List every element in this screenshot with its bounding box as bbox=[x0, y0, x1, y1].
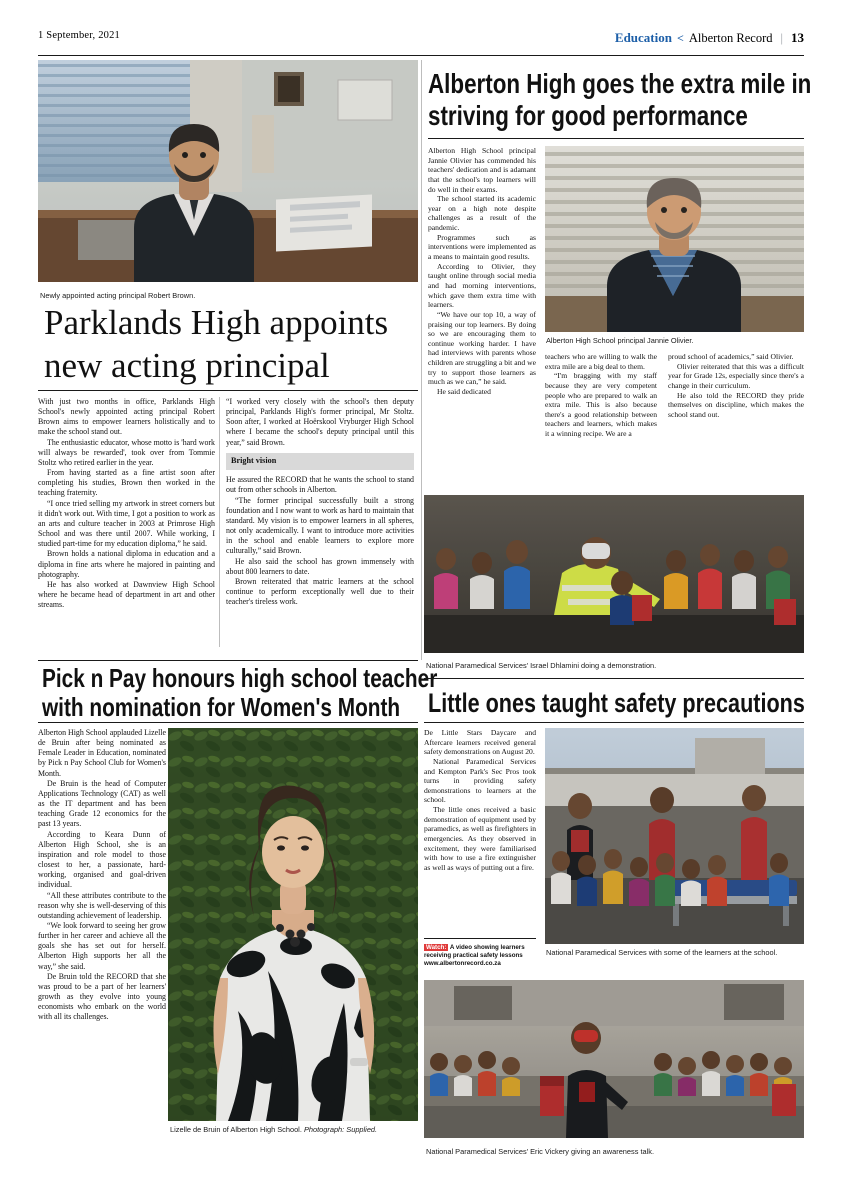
column-divider-parklands bbox=[219, 397, 220, 647]
paragraph: De Bruin is the head of Computer Applications Technology (CAT) as well as the IT department and has been teaching Grade 12 economics for the past 13 years. bbox=[38, 778, 166, 829]
photo-art-demo bbox=[424, 495, 804, 653]
paragraph: “The former principal successfully built a strong foundation and I now want to work as hard to maintain that standard. My vision is to empower learners in all spheres, not only academically. I want to introduce more activities in the school and enable learners to explore more culturally,” said Brown. bbox=[226, 495, 414, 556]
paragraph: Olivier reiterated that this was a difficult year for Grade 12s, especially since there's a change in their curriculum. bbox=[668, 361, 804, 390]
watch-url[interactable]: www.albertonrecord.co.za bbox=[424, 960, 501, 968]
headline-parklands-line1: Parklands High appoints bbox=[44, 303, 389, 342]
masthead-right bbox=[615, 30, 804, 46]
headline-alberton-high-line2: striving for good performance bbox=[428, 100, 748, 131]
subheading-bright-vision: Bright vision bbox=[226, 453, 414, 471]
paragraph: Alberton High School principal Jannie Olivier has commended his teachers' dedication and is adamant that the school's top learners will do well in their exams. bbox=[428, 146, 536, 194]
photo-lizelle-de-bruin bbox=[168, 728, 418, 1121]
paragraph: The school started its academic year on a high note despite challenges as a result of the pandemic. bbox=[428, 194, 536, 233]
headline-pick-n-pay-line2: with nomination for Women's Month bbox=[42, 692, 401, 722]
pick-n-pay-column-1 bbox=[38, 728, 166, 1023]
paragraph: proud school of academics,” said Olivier. bbox=[668, 352, 794, 361]
caption-paramedics-with-learners: National Paramedical Services with some of the learners at the school. bbox=[546, 948, 778, 957]
paragraph: “All these attributes contribute to the reason why she is well-deserving of this outstanding achievement of leadership. bbox=[38, 890, 166, 920]
photo-paramedics-with-learners bbox=[545, 728, 804, 944]
paragraph: “I'm bragging with my staff because they are very competent people who are prepared to walk an extra mile. This is also because there's a good relationship between teachers and learners, which makes it a winning recipe. We are a bbox=[545, 371, 657, 439]
caption-eric-vickery: National Paramedical Services' Eric Vickery giving an awareness talk. bbox=[426, 1147, 655, 1156]
rule-under-little-ones-headline bbox=[424, 722, 804, 723]
little-ones-column-1 bbox=[424, 728, 536, 873]
paragraph: He said dedicated bbox=[437, 387, 491, 397]
alberton-column-1 bbox=[428, 146, 536, 397]
paragraph: “We have our top 10, a way of praising our top learners. By doing so we are encouraging them to continue working harder. I have had interviews with parents whose children are struggling a bit and we try to support those learners as much as we can,” he said. bbox=[428, 309, 536, 387]
paragraph: Brown holds a national diploma in education and a diploma in fine arts where he majored in painting and photography. bbox=[38, 549, 215, 579]
photo-art-lizelle bbox=[168, 728, 418, 1121]
paragraph: “I worked very closely with the school's then deputy principal, Parklands High's former principal, Mr Stoltz. Soon after, I worked at Hoërskool Vryburger High School where I became the school's deputy principal until this year,” said Brown. bbox=[226, 397, 414, 447]
parklands-column-1 bbox=[38, 397, 215, 610]
caption-text: Lizelle de Bruin of Alberton High School. bbox=[170, 1125, 302, 1134]
masthead-divider: | bbox=[780, 31, 783, 45]
caption-jannie-olivier: Alberton High School principal Jannie Olivier. bbox=[546, 336, 694, 345]
photo-art-paramedics-learners bbox=[545, 728, 804, 944]
rule-under-parklands-headline bbox=[38, 390, 418, 391]
paragraph: He also told the RECORD they pride themselves on discipline, which makes the school stand out. bbox=[668, 390, 804, 419]
issue-date: 1 September, 2021 bbox=[38, 30, 121, 41]
caption-lizelle-de-bruin bbox=[170, 1125, 418, 1134]
headline-parklands-line2: new acting principal bbox=[44, 346, 330, 385]
paragraph: According to Keara Dunn of Alberton High School, she is an inspiration and role model to those closest to her, a passionate, hard-working, organised and goal-driven individual. bbox=[38, 829, 166, 890]
alberton-column-2 bbox=[545, 352, 657, 439]
headline-pick-n-pay-line1: Pick n Pay honours high school teacher bbox=[42, 663, 438, 693]
publication-name: Alberton Record bbox=[688, 31, 773, 45]
paragraph: He assured the RECORD that he wants the school to stand out from other schools in Alberton. bbox=[226, 475, 414, 495]
photo-eric-vickery-talk bbox=[424, 980, 804, 1138]
paragraph: The little ones received a basic demonstration of equipment used by paramedics, as well as firefighters in emergencies. As they observed in excitement, they were familiarised with how to use a fire extinguisher as well as ways of putting out a fire. bbox=[424, 805, 536, 872]
photo-jannie-olivier bbox=[545, 146, 804, 332]
paragraph: teachers who are willing to walk the extra mile are a big deal to them. bbox=[545, 352, 657, 371]
paragraph: With just two months in office, Parklands High School's newly appointed acting principal Robert Brown aims to empower learners holistically and to make the school stand out. bbox=[38, 397, 215, 437]
masthead bbox=[38, 30, 804, 56]
paragraph: The enthusiastic educator, whose motto is 'hard work will always be rewarded', took over from Tommie Stoltz who retired earlier in the year. bbox=[38, 437, 215, 467]
page-column-divider bbox=[421, 60, 422, 660]
watch-text: A video showing learners receiving practical safety lessons bbox=[424, 944, 525, 960]
parklands-column-2 bbox=[226, 397, 414, 607]
rule-above-little-ones bbox=[424, 678, 804, 679]
paragraph: Brown reiterated that matric learners at the school continue to perform exceptionally well due to their teacher's tireless work. bbox=[226, 576, 414, 607]
caption-israel-dhlamini: National Paramedical Services' Israel Dhlamini doing a demonstration. bbox=[426, 661, 657, 670]
photo-israel-dhlamini-demo bbox=[424, 495, 804, 653]
paragraph: De Bruin told the RECORD that she was proud to be a part of her learners' growth as they evolve into young economists who embark on the world with all its challenges. bbox=[38, 971, 166, 1022]
rule-under-pick-n-pay-headline bbox=[38, 722, 418, 723]
paragraph: “We look forward to seeing her grow further in her career and achieve all the goals she has set out for herself. Alberton High supports her all the way,” she said. bbox=[38, 920, 166, 971]
photo-art-robert-brown bbox=[38, 60, 418, 282]
photo-art-jannie-olivier bbox=[545, 146, 804, 332]
rule-under-alberton-headline bbox=[428, 138, 804, 139]
paragraph: “I once tried selling my artwork in street corners but it didn't work out. With time, I got a position to work as an arts and culture teacher in 2003 at Primrose High School and was there until 2007. While working, I studied part-time for my education diploma,” he said. bbox=[38, 498, 215, 549]
chevron-left-icon: < bbox=[676, 31, 684, 45]
paragraph: Alberton High School applauded Lizelle de Bruin after being nominated as Female Leader in Education, nominated by Pick n Pay School Club for Women's Month. bbox=[38, 728, 166, 778]
caption-robert-brown: Newly appointed acting principal Robert Brown. bbox=[40, 291, 196, 300]
paragraph: National Paramedical Services and Kempton Park's Sec Pros took turns in providing safety demonstrations to learners at the school. bbox=[424, 756, 536, 805]
photo-art-awareness-talk bbox=[424, 980, 804, 1138]
rule-above-bottom-section-left bbox=[38, 660, 418, 661]
paragraph: Programmes such as interventions were implemented as a means to maintain good results. bbox=[428, 232, 536, 262]
caption-credit: Photograph: Supplied. bbox=[303, 1125, 378, 1134]
rule-above-watch-box bbox=[424, 938, 536, 939]
paragraph: He also said the school has grown immensely with about 800 learners to date. bbox=[226, 556, 414, 576]
watch-promo-box bbox=[424, 944, 539, 968]
photo-robert-brown bbox=[38, 60, 418, 282]
page-number: 13 bbox=[791, 30, 804, 45]
section-name: Education bbox=[614, 30, 672, 45]
alberton-column-3 bbox=[668, 352, 804, 419]
paragraph: From having started as a fine artist soon after completing his studies, Brown then worked in the teaching fraternity. bbox=[38, 468, 215, 498]
paragraph: According to Olivier, they taught online through social media and had morning interventions, which gave them extra time with learners. bbox=[428, 261, 536, 310]
paragraph: He has also worked at Dawnview High School where he became head of department in art and other streams. bbox=[38, 579, 215, 610]
headline-alberton-high-line1: Alberton High goes the extra mile in bbox=[428, 68, 812, 99]
headline-little-ones: Little ones taught safety precautions bbox=[428, 688, 805, 718]
paragraph: De Little Stars Daycare and Aftercare learners received general safety demonstrations on August 20. bbox=[424, 728, 536, 757]
watch-badge: Watch: bbox=[426, 944, 447, 951]
